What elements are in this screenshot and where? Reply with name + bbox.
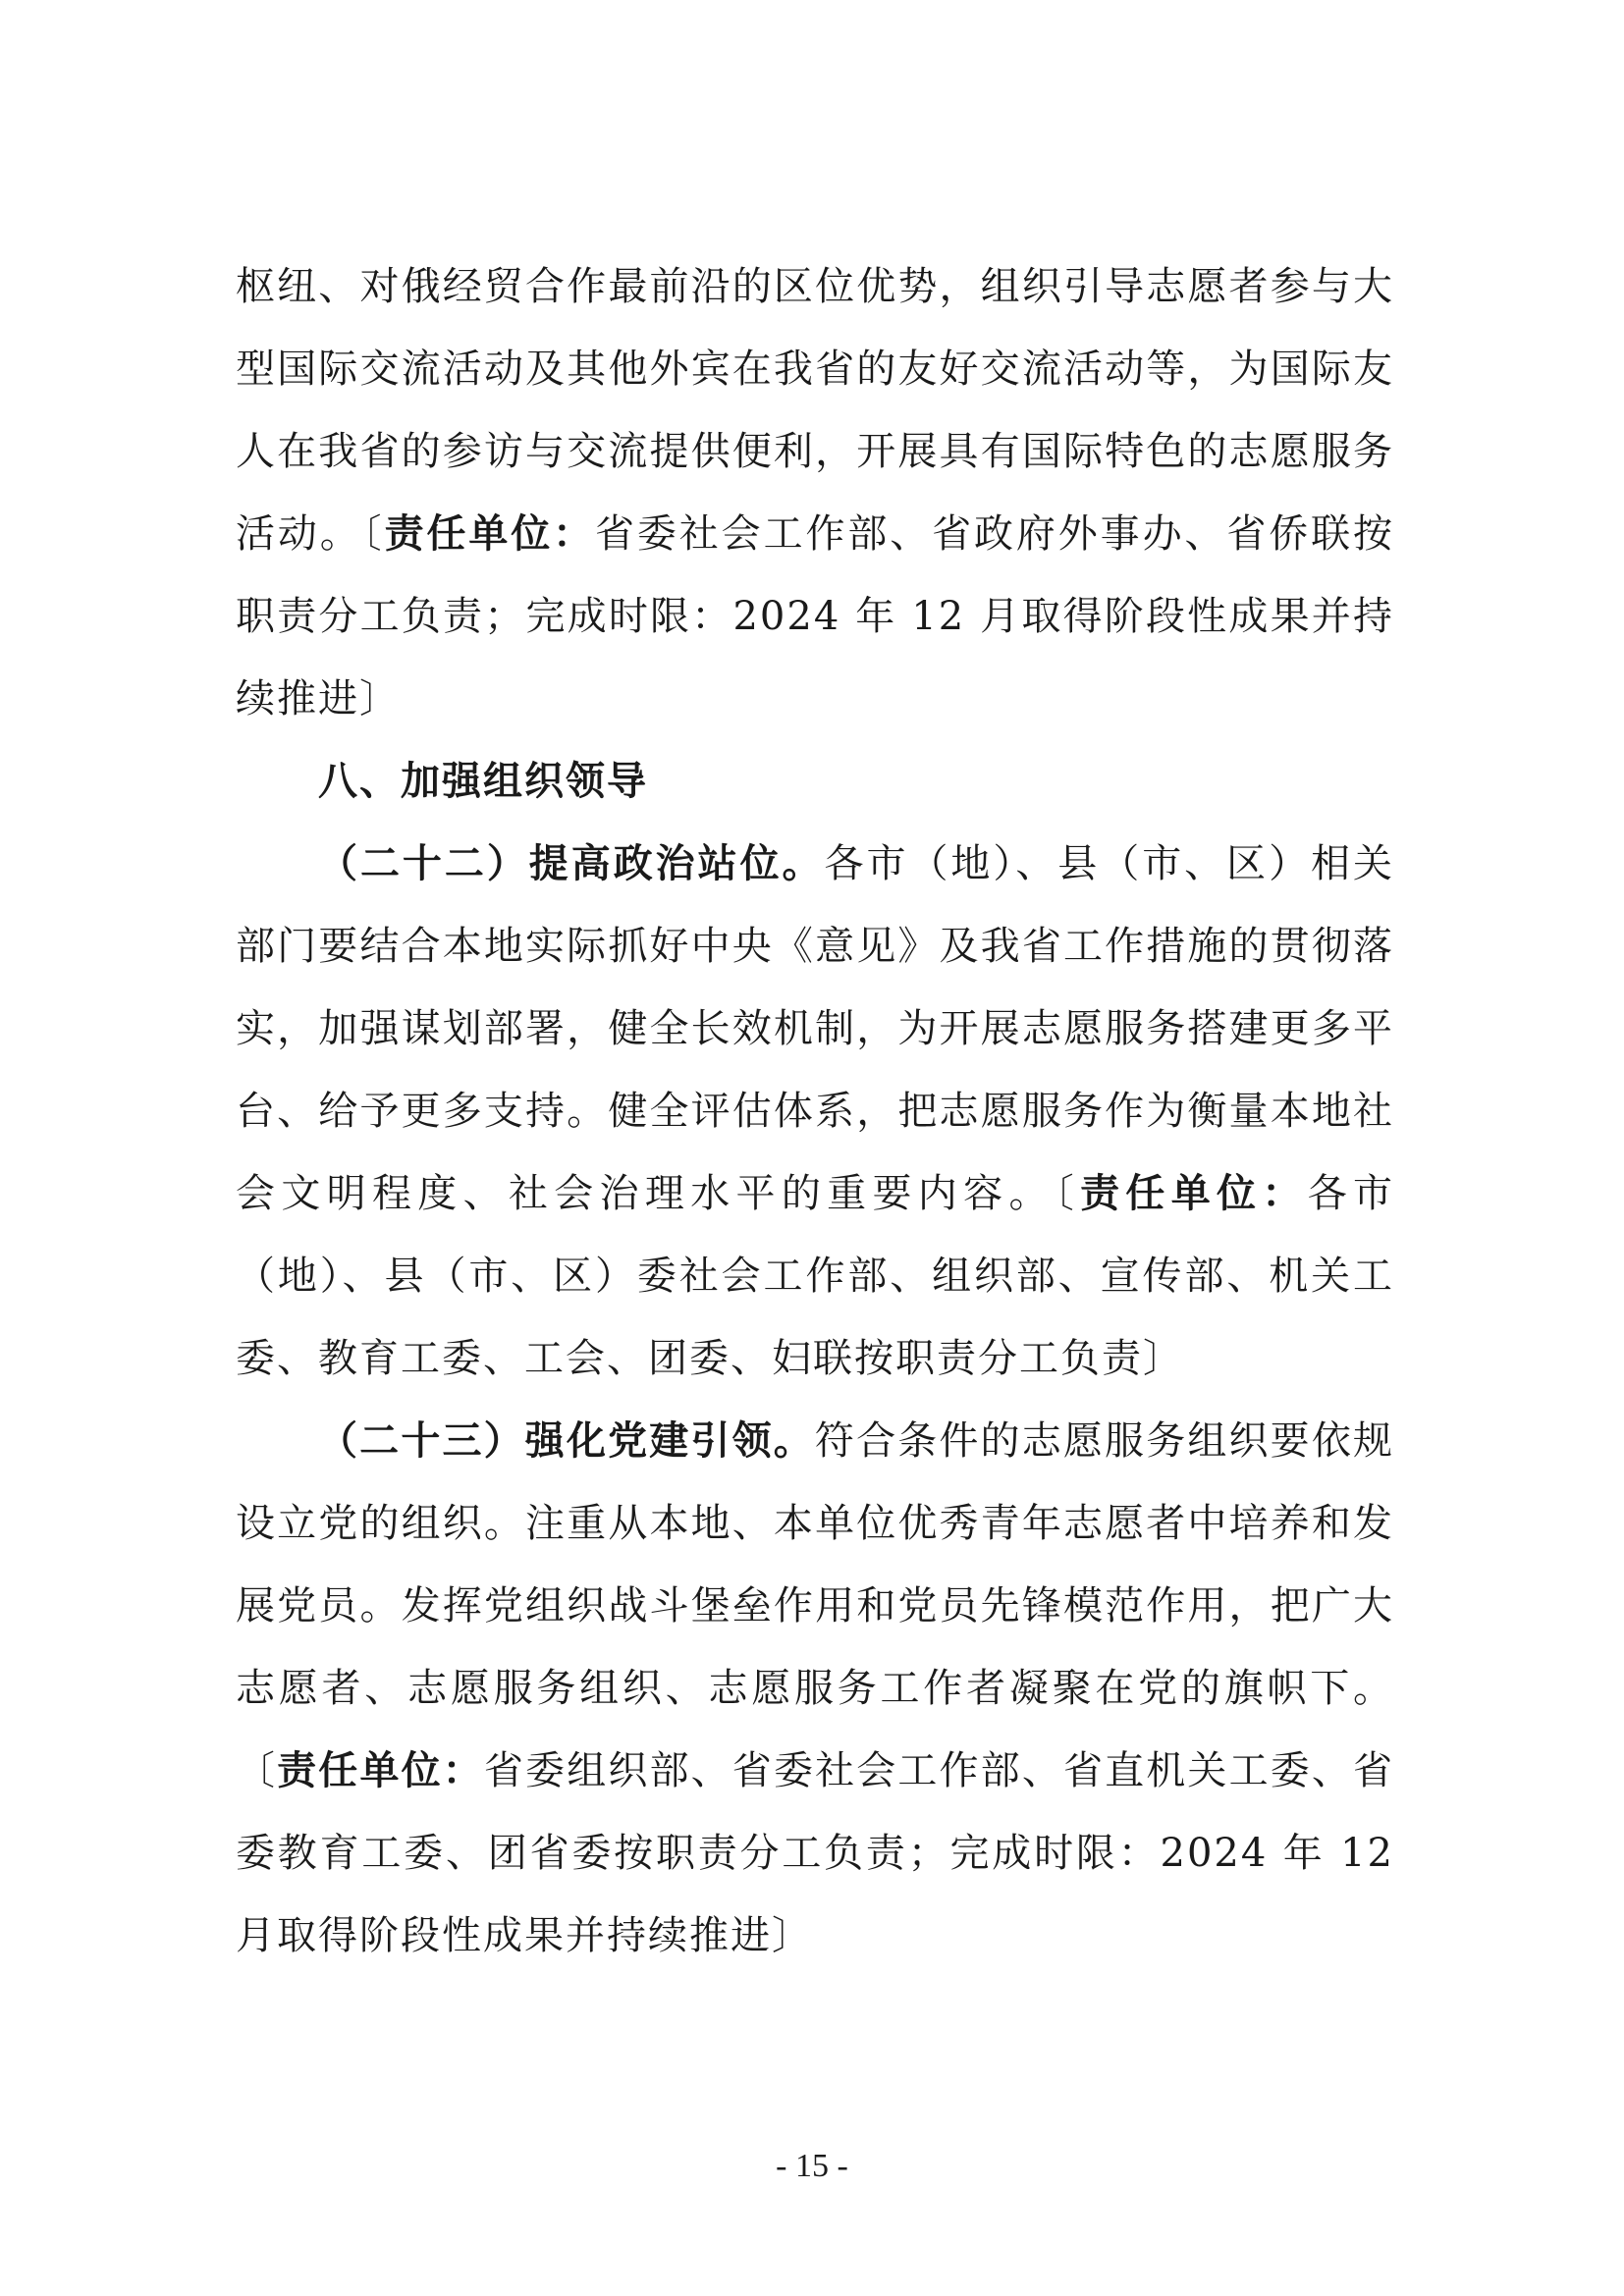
- paragraph-text: 符合条件的志愿服务组织要依规设立党的组织。注重从本地、本单位优秀青年志愿者中培养和发展党员。发挥党组织战斗堡垒作用和党员先锋模范作用，把广大志愿者、志愿服务组织、志愿服务工作者凝聚在党的旗帜下。〔: [236, 1418, 1395, 1793]
- item-lead: （二十三）强化党建引领。: [318, 1418, 815, 1464]
- responsibility-text: 省委组织部、省委社会工作部、省直机关工委、省委教育工委、团省委按职责分工负责；完成时限：2024 年 12 月取得阶段性成果并持续推进〕: [236, 1748, 1395, 1958]
- paragraph-item-22: [236, 823, 1394, 1400]
- responsibility-label: 责任单位：: [384, 511, 596, 557]
- paragraph-continuation: [236, 245, 1394, 740]
- paragraph-text: 枢纽、对俄经贸合作最前沿的区位优势，组织引导志愿者参与大型国际交流活动及其他外宾在我省的友好交流活动等，为国际友人在我省的参访与交流提供便利，开展具有国际特色的志愿服务活动。〔: [236, 264, 1394, 557]
- item-lead: （二十二）提高政治站位。: [318, 841, 825, 886]
- responsibility-label: 责任单位：: [1080, 1171, 1308, 1216]
- responsibility-text: 省委社会工作部、省政府外事办、省侨联按职责分工负责；完成时限：2024 年 12 月取得阶段性成果并持续推进〕: [236, 511, 1395, 721]
- document-body: [236, 245, 1394, 1977]
- paragraph-item-23: [236, 1400, 1394, 1977]
- section-heading: 八、加强组织领导: [318, 759, 648, 804]
- page-number: - 15 -: [776, 2148, 848, 2184]
- responsibility-text: 各市（地）、县（市、区）委社会工作部、组织部、宣传部、机关工委、教育工委、工会、团委、妇联按职责分工负责〕: [236, 1171, 1395, 1381]
- responsibility-label: 责任单位：: [277, 1748, 484, 1793]
- paragraph-text: 各市（地）、县（市、区）相关部门要结合本地实际抓好中央《意见》及我省工作措施的贯彻落实，加强谋划部署，健全长效机制，为开展志愿服务搭建更多平台、给予更多支持。健全评估体系，把志愿服务作为衡量本地社会文明程度、社会治理水平的重要内容。〔: [236, 841, 1395, 1216]
